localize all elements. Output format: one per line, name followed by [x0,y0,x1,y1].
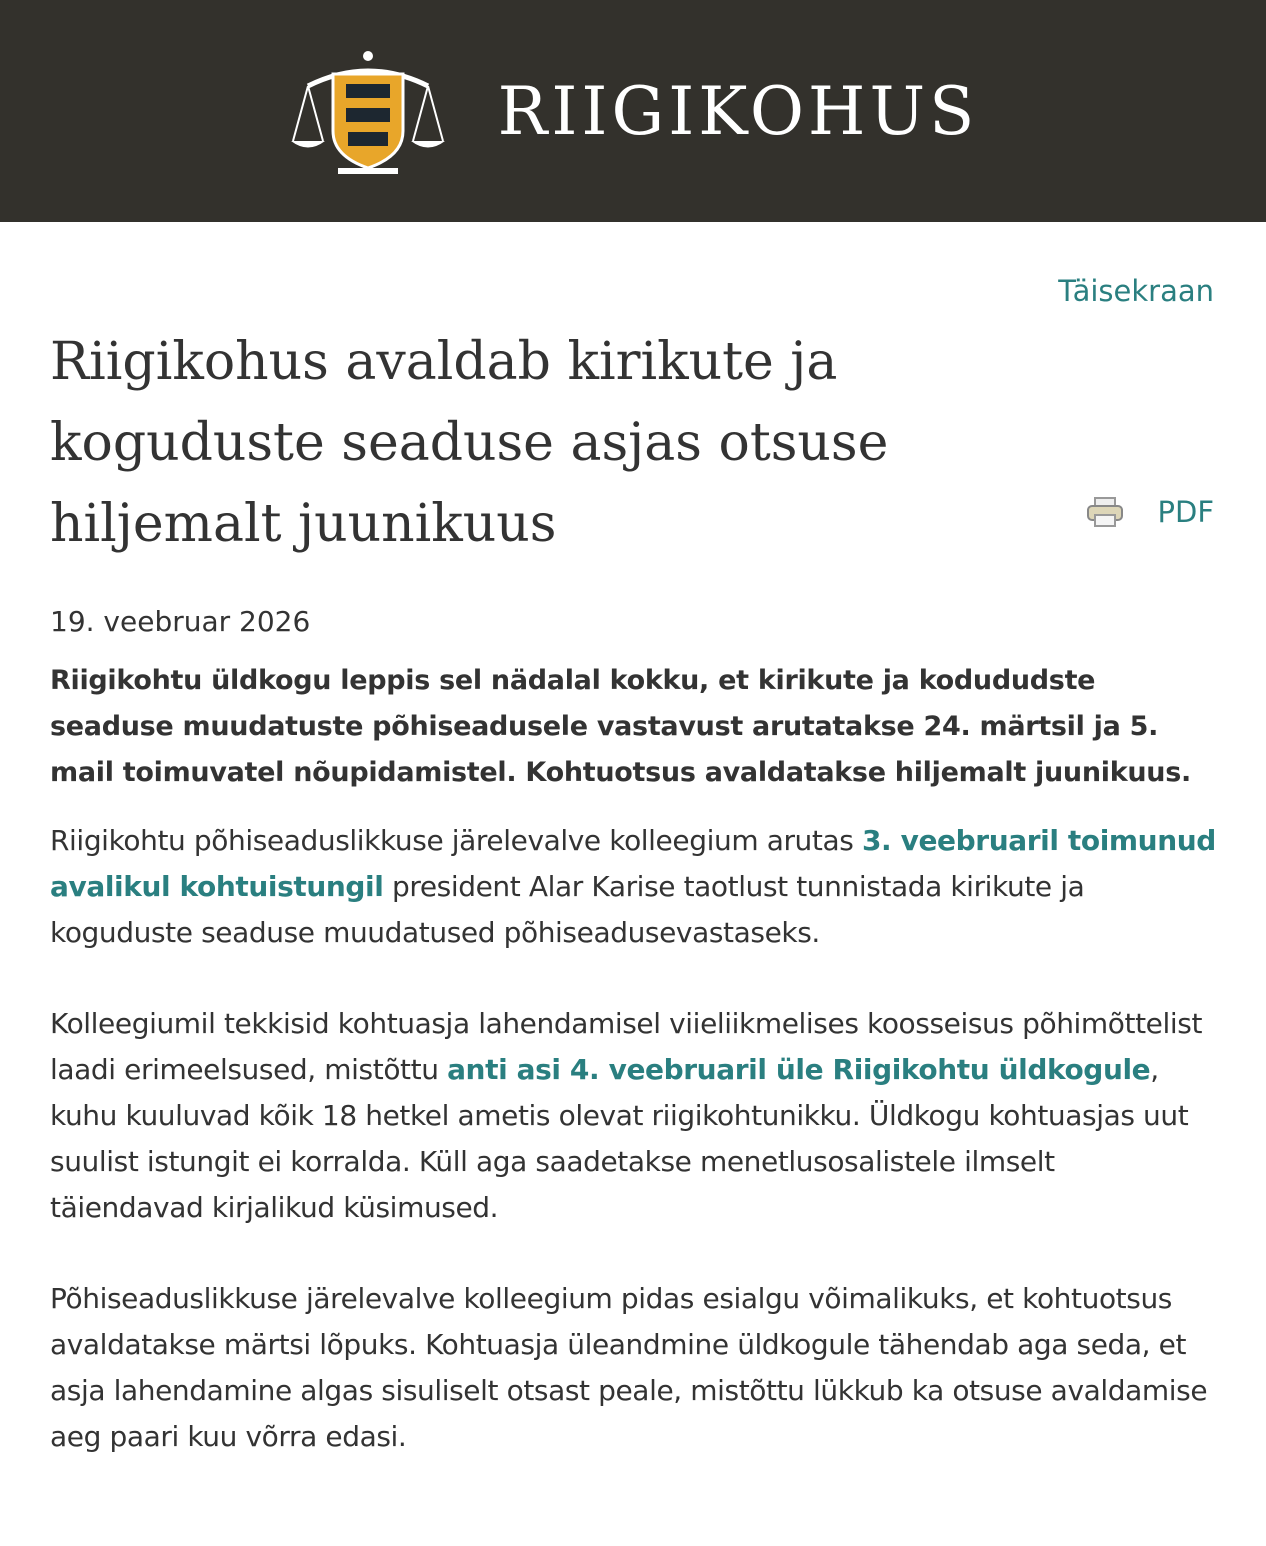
pdf-link[interactable]: PDF [1157,495,1214,529]
brand-name: RIIGIKOHUS [497,72,979,150]
text: , kuhu kuuluvad kõik 18 hetkel ametis olevat riigikohtunikku. Üldkogu kohtuasjas uut suulist istungit ei korralda. Küll aga saadetakse menetlusosalistele ilmselt täiendavad kirjalikud küsimused. [50,1053,1189,1224]
coat-of-arms-logo[interactable] [288,46,448,176]
site-header [0,0,1266,222]
text: Riigikohtu põhiseaduslikkuse järelevalve kolleegium arutas [50,824,862,857]
general-assembly-link[interactable]: anti asi 4. veebruaril üle Riigikohtu üldkogule [447,1053,1151,1086]
fullscreen-link[interactable]: Täisekraan [1058,274,1214,308]
article-title: Riigikohus avaldab kirikute ja koguduste seaduse asjas otsuse hiljemalt juunikuus [50,332,889,554]
paragraph-3: Põhiseaduslikkuse järelevalve kolleegium pidas esialgu võimalikuks, et kohtuotsus avaldatakse märtsi lõpuks. Kohtuasja üleandmine üldkogule tähendab aga seda, et asja lahendamine algas sisuliselt otsast peale, mistõttu lükkub ka otsuse avaldamise aeg paari kuu võrra edasi. [50,1282,1208,1453]
article-tools [1086,495,1215,529]
paragraph-1 [50,818,1216,956]
printer-icon[interactable] [1086,496,1124,528]
article [0,222,1266,1460]
article-date: 19. veebruar 2026 [50,605,311,638]
hearing-link[interactable]: 3. veebruaril toimunud avalikul kohtuistungil [50,824,1216,903]
text: president Alar Karise taotlust tunnistada kirikute ja koguduste seaduse muudatused põhiseadusevastaseks. [50,870,1085,949]
article-lead: Riigikohtu üldkogu leppis sel nädalal kokku, et kirikute ja kodududste seaduse muudatuste põhiseadusele vastavust arutatakse 24. märtsil ja 5. mail toimuvatel nõupidamistel. Kohtuotsus avaldatakse hiljemalt juunikuus. [50,665,1191,788]
text: Kolleegiumil tekkisid kohtuasja lahendamisel viieliikmelises koosseisus põhimõttelist laadi erimeelsused, mistõttu [50,1007,1203,1086]
paragraph-2 [50,1001,1216,1231]
